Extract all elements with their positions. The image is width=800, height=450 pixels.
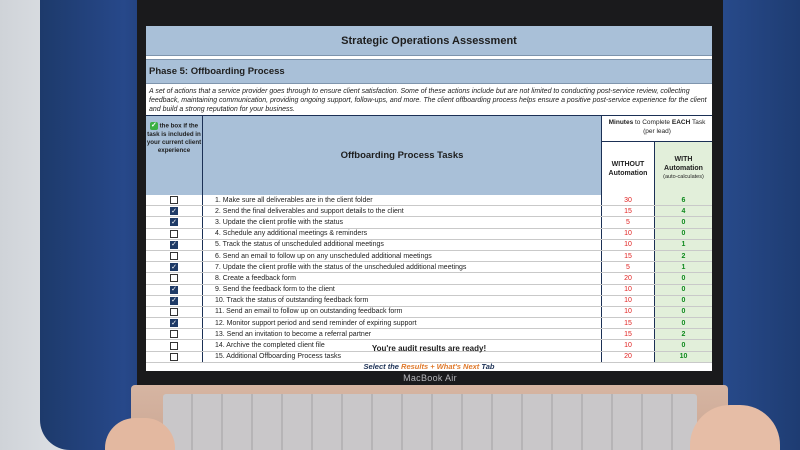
header-minutes-each: EACH (671, 119, 691, 126)
task-list (146, 195, 712, 363)
task-label: 1. Make sure all deliverables are in the client folder (203, 195, 602, 205)
minutes-without[interactable]: 20 (602, 352, 655, 362)
task-checkbox-cell (146, 262, 203, 272)
task-label: 10. Track the status of outstanding feedback form (203, 296, 602, 306)
minutes-with: 0 (655, 273, 712, 283)
table-row (146, 285, 712, 296)
header-tasks: Offboarding Process Tasks (203, 116, 602, 195)
minutes-with: 1 (655, 262, 712, 272)
table-row (146, 195, 712, 206)
task-checkbox[interactable] (170, 252, 178, 260)
header-with-label: WITH Automation (664, 156, 703, 172)
table-row (146, 251, 712, 262)
minutes-with: 0 (655, 217, 712, 227)
task-checkbox-cell (146, 206, 203, 216)
minutes-with: 0 (655, 285, 712, 295)
task-checkbox-cell (146, 296, 203, 306)
task-checkbox[interactable]: ✓ (171, 241, 177, 249)
task-label: 5. Track the status of unscheduled additional meetings (203, 240, 602, 250)
task-label: 2. Send the final deliverables and support details to the client (203, 206, 602, 216)
task-checkbox[interactable]: ✓ (171, 218, 177, 226)
table-row (146, 229, 712, 240)
minutes-with: 2 (655, 329, 712, 339)
task-label: 11. Send an email to follow up on outstanding feedback form (203, 307, 602, 317)
minutes-without[interactable]: 10 (602, 340, 655, 350)
task-checkbox-cell (146, 352, 203, 362)
laptop-brand-label: MacBook Air (403, 373, 457, 383)
header-with-automation (655, 142, 712, 195)
next-tab-text: Tab (481, 362, 495, 371)
task-checkbox[interactable] (170, 196, 178, 204)
task-checkbox[interactable] (170, 353, 178, 361)
minutes-with: 0 (655, 318, 712, 328)
minutes-without[interactable]: 15 (602, 318, 655, 328)
sheet-title: Strategic Operations Assessment (146, 26, 712, 56)
minutes-without[interactable]: 10 (602, 296, 655, 306)
laptop-keyboard (163, 394, 697, 450)
header-minutes (602, 116, 712, 142)
task-checkbox-cell (146, 195, 203, 205)
header-check-note-text: the box if the task is included in your current client experience (146, 122, 202, 154)
task-checkbox[interactable] (170, 230, 178, 238)
table-header (146, 116, 712, 195)
minutes-with: 1 (655, 240, 712, 250)
header-minutes-mid: to Complete (635, 119, 671, 126)
task-checkbox[interactable]: ✓ (171, 207, 177, 215)
task-label: 3. Update the client profile with the status (203, 217, 602, 227)
minutes-with: 0 (655, 296, 712, 306)
task-checkbox[interactable] (170, 274, 178, 282)
laptop-screen (146, 26, 712, 371)
task-label: 7. Update the client profile with the status of the unscheduled additional meetings (203, 262, 602, 272)
table-row (146, 240, 712, 251)
table-row (146, 217, 712, 228)
phase-title: Phase 5: Offboarding Process (146, 59, 712, 84)
task-checkbox[interactable] (170, 330, 178, 338)
next-step-instruction (146, 362, 712, 371)
task-checkbox-cell (146, 251, 203, 261)
minutes-without[interactable]: 5 (602, 217, 655, 227)
table-row (146, 329, 712, 340)
minutes-without[interactable]: 10 (602, 285, 655, 295)
header-minutes-end: Task (691, 119, 706, 126)
table-row (146, 318, 712, 329)
task-label: 12. Monitor support period and send reminder of expiring support (203, 318, 602, 328)
task-label: 14. Archive the completed client file (203, 340, 602, 350)
task-checkbox-cell (146, 217, 203, 227)
results-tab-link[interactable]: Results + What's Next (401, 362, 480, 371)
minutes-without[interactable]: 10 (602, 229, 655, 239)
task-label: 15. Additional Offboarding Process tasks (203, 352, 602, 362)
minutes-without[interactable]: 10 (602, 240, 655, 250)
task-checkbox[interactable]: ✓ (171, 263, 177, 271)
task-checkbox[interactable] (170, 308, 178, 316)
task-checkbox[interactable]: ✓ (171, 319, 177, 327)
task-checkbox-cell (146, 240, 203, 250)
phase-description: A set of actions that a service provider goes through to ensure client satisfaction. Some of these actions include but are not limited to conducting post-service review, collecting feedback, maintaining communication, providing ongoing support, follow-ups, and more. The client offboarding process helps ensure a positive post-service experience for the client and build a strong reputation for your business. (146, 86, 712, 116)
task-label: 9. Send the feedback form to the client (203, 285, 602, 295)
task-checkbox-cell (146, 329, 203, 339)
table-row (146, 307, 712, 318)
task-label: 4. Schedule any additional meetings & reminders (203, 229, 602, 239)
header-minutes-sub: (per lead) (643, 128, 671, 135)
minutes-with: 2 (655, 251, 712, 261)
header-without-automation: WITHOUT Automation (602, 142, 655, 195)
table-row (146, 296, 712, 307)
task-label: 13. Send an invitation to become a referral partner (203, 329, 602, 339)
task-checkbox-cell (146, 229, 203, 239)
table-row (146, 273, 712, 284)
minutes-without[interactable]: 20 (602, 273, 655, 283)
minutes-without[interactable]: 30 (602, 195, 655, 205)
next-select-text: Select the (363, 362, 399, 371)
header-with-sub: (auto-calculates) (663, 174, 704, 180)
minutes-without[interactable]: 15 (602, 206, 655, 216)
task-label: 6. Send an email to follow up on any unscheduled additional meetings (203, 251, 602, 261)
header-check-note (146, 116, 203, 195)
minutes-with: 0 (655, 229, 712, 239)
check-mark-icon: ✓ (150, 122, 157, 129)
minutes-with: 6 (655, 195, 712, 205)
minutes-without[interactable]: 15 (602, 329, 655, 339)
task-checkbox-cell (146, 285, 203, 295)
task-label: 8. Create a feedback form (203, 273, 602, 283)
minutes-with: 4 (655, 206, 712, 216)
task-checkbox-cell (146, 318, 203, 328)
minutes-without[interactable]: 15 (602, 251, 655, 261)
minutes-with: 0 (655, 340, 712, 350)
header-minutes-bold: Minutes (608, 119, 634, 126)
table-row (146, 206, 712, 217)
minutes-with: 10 (655, 352, 712, 362)
minutes-without[interactable]: 5 (602, 262, 655, 272)
task-checkbox-cell (146, 273, 203, 283)
minutes-with: 0 (655, 307, 712, 317)
task-checkbox[interactable]: ✓ (171, 297, 177, 305)
task-checkbox[interactable]: ✓ (171, 286, 177, 294)
minutes-without[interactable]: 10 (602, 307, 655, 317)
table-row (146, 262, 712, 273)
results-message: You're audit results are ready! (371, 344, 487, 353)
task-checkbox-cell (146, 307, 203, 317)
